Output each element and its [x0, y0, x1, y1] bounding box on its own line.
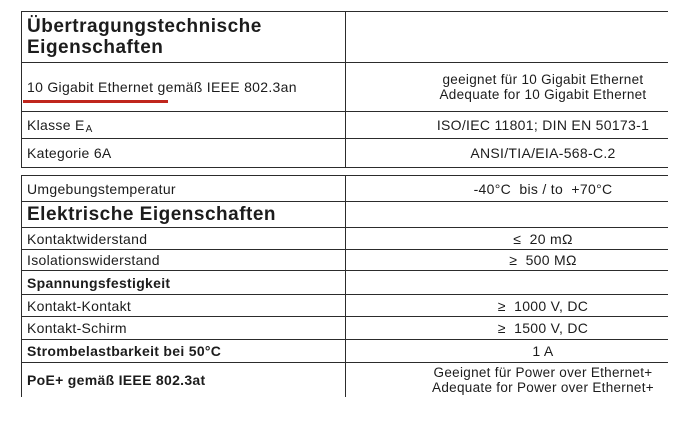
ethernet-value-en: Adequate for 10 Gigabit Ethernet	[439, 87, 647, 102]
klasse-label-subscript: A	[85, 123, 93, 135]
cell-kontaktwiderstand-value	[346, 228, 668, 249]
cell-strombelastbarkeit-label	[22, 340, 346, 362]
section-title-electrical: Elektrische Eigenschaften	[27, 203, 277, 225]
red-underline-mark	[23, 100, 168, 103]
isolationswiderstand-label: Isolationswiderstand	[27, 252, 160, 268]
tables-wrapper	[21, 11, 668, 397]
cell-klasse-label	[22, 112, 346, 138]
cell-isolationswiderstand-label	[22, 250, 346, 270]
isolationswiderstand-value: ≥ 500 MΩ	[509, 252, 577, 268]
cell-isolationswiderstand-value	[346, 250, 668, 270]
table-row-klasse	[22, 112, 668, 139]
table-gap	[21, 168, 668, 175]
table-row-umgebungstemperatur	[22, 176, 668, 202]
cell-transmission-title-value	[346, 12, 668, 62]
poe-value-en: Adequate for Power over Ethernet+	[432, 380, 654, 395]
table-row-transmission-header	[22, 12, 668, 63]
cell-kontakt-schirm-label	[22, 317, 346, 339]
cell-kontakt-schirm-value	[346, 317, 668, 339]
umgebung-value: -40°C bis / to +70°C	[473, 180, 613, 197]
transmission-table	[21, 11, 668, 168]
table-row-strombelastbarkeit	[22, 340, 668, 363]
strombelastbarkeit-label: Strombelastbarkeit bei 50°C	[27, 343, 222, 359]
poe-value-de: Geeignet für Power over Ethernet+	[433, 365, 653, 380]
cell-umgebung-value	[346, 176, 668, 201]
cell-transmission-title	[22, 12, 346, 62]
klasse-value: ISO/IEC 11801; DIN EN 50173-1	[436, 117, 650, 133]
electrical-table	[21, 175, 668, 397]
kontakt-schirm-label: Kontakt-Schirm	[27, 320, 127, 336]
table-row-spannungsfestigkeit	[22, 271, 668, 295]
cell-poe-label	[22, 363, 346, 397]
table-row-ethernet	[22, 63, 668, 112]
kontakt-kontakt-label: Kontakt-Kontakt	[27, 297, 132, 314]
cell-kontakt-kontakt-label	[22, 295, 346, 316]
cell-kontakt-kontakt-value	[346, 295, 668, 316]
table-row-kategorie	[22, 139, 668, 168]
cell-spannungsfestigkeit-value	[346, 271, 668, 294]
poe-label: PoE+ gemäß IEEE 802.3at	[27, 372, 206, 388]
ethernet-value-de: geeignet für 10 Gigabit Ethernet	[442, 72, 644, 87]
kategorie-value: ANSI/TIA/EIA-568-C.2	[470, 145, 616, 161]
table-row-isolationswiderstand	[22, 250, 668, 271]
strombelastbarkeit-value: 1 A	[532, 343, 554, 359]
cell-electrical-title-value	[346, 202, 668, 227]
cell-poe-value	[346, 363, 668, 397]
table-row-kontakt-schirm	[22, 317, 668, 340]
cell-electrical-title	[22, 202, 346, 227]
cell-kategorie-label	[22, 139, 346, 167]
kontaktwiderstand-value: ≤ 20 mΩ	[513, 230, 573, 247]
table-row-poe	[22, 363, 668, 397]
ethernet-label: 10 Gigabit Ethernet gemäß IEEE 802.3an	[27, 79, 297, 95]
table-row-kontakt-kontakt	[22, 295, 668, 317]
table-row-electrical-header	[22, 202, 668, 228]
kontaktwiderstand-label: Kontaktwiderstand	[27, 230, 148, 247]
cell-strombelastbarkeit-value	[346, 340, 668, 362]
cell-umgebung-label	[22, 176, 346, 201]
table-row-kontaktwiderstand	[22, 228, 668, 250]
cell-ethernet-value	[346, 63, 668, 111]
cell-kontaktwiderstand-label	[22, 228, 346, 249]
kontakt-kontakt-value: ≥ 1000 V, DC	[497, 297, 589, 314]
cell-kategorie-value	[346, 139, 668, 167]
cell-ethernet-label	[22, 63, 346, 111]
kategorie-label: Kategorie 6A	[27, 145, 112, 161]
section-title-transmission: Übertragungstechnische Eigenschaften	[27, 16, 262, 58]
umgebung-label: Umgebungstemperatur	[27, 180, 176, 197]
spannungsfestigkeit-label: Spannungsfestigkeit	[27, 274, 171, 291]
cell-klasse-value	[346, 112, 668, 138]
cell-spannungsfestigkeit-label	[22, 271, 346, 294]
kontakt-schirm-value: ≥ 1500 V, DC	[497, 320, 589, 336]
klasse-label: Klasse E	[27, 117, 85, 133]
